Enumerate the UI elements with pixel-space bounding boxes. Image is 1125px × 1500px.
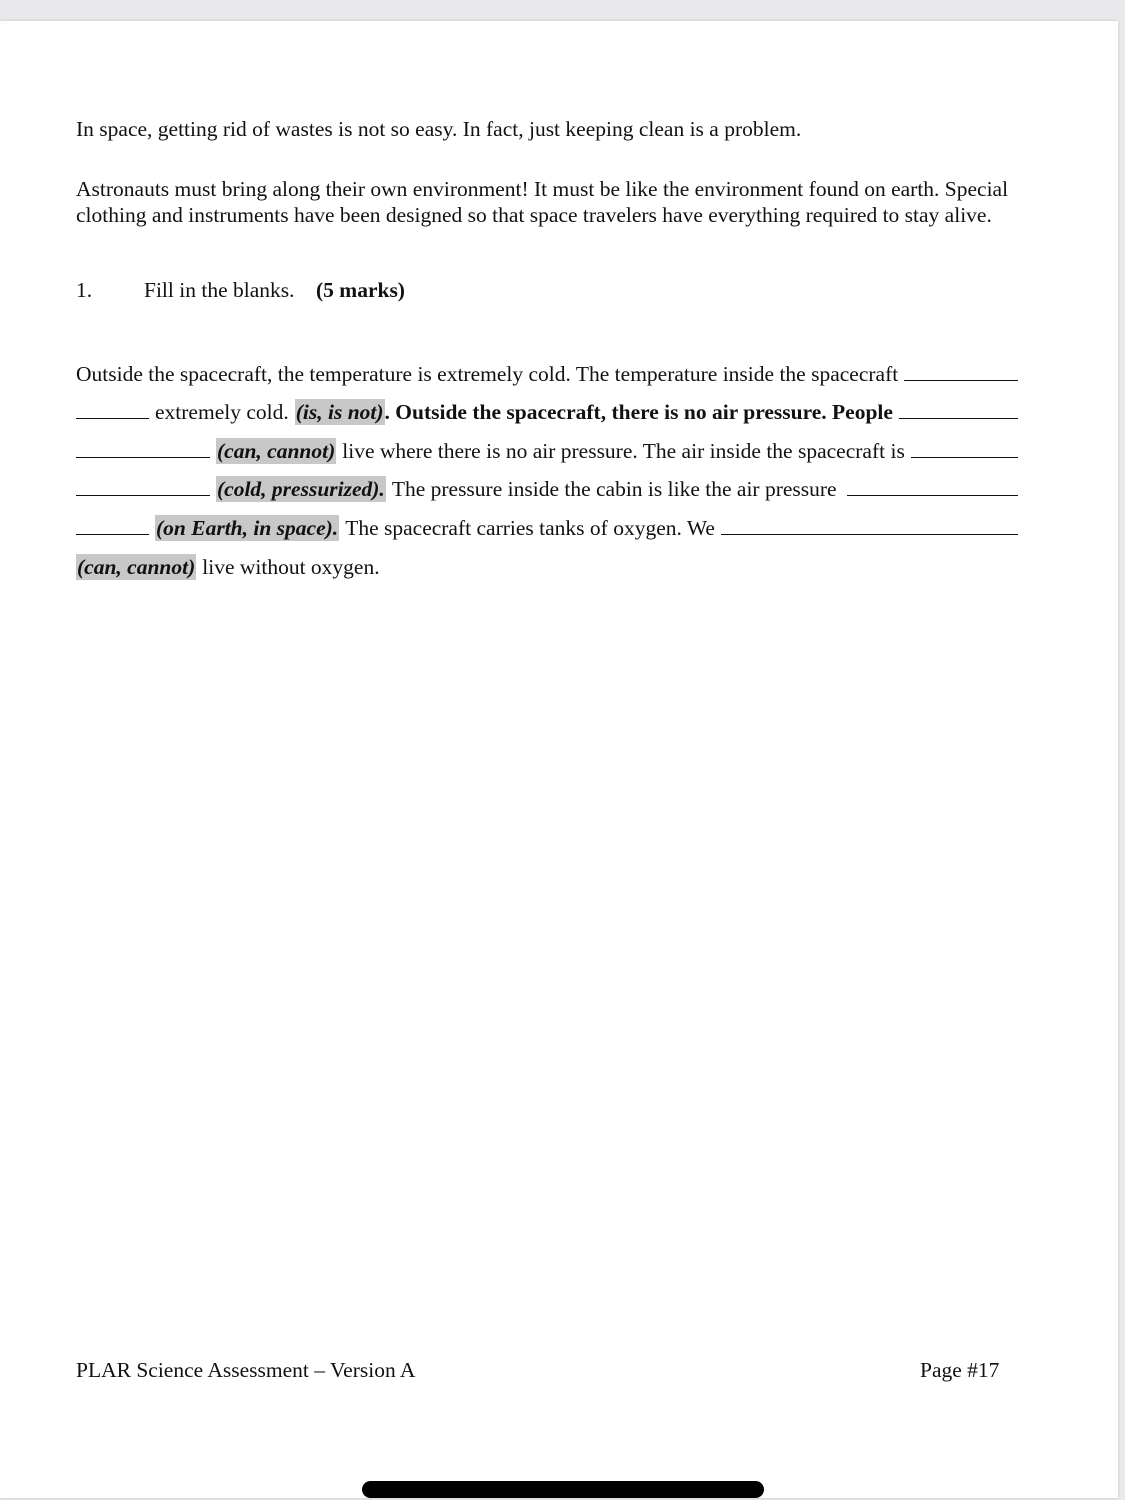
option-can-cannot-2: (can, cannot) — [77, 555, 196, 579]
fill-text-1: Outside the spacecraft, the temperature is extremely cold. The temperature inside the spacecraft — [76, 362, 899, 386]
footer-page-number: Page #17 — [920, 1358, 1000, 1382]
fill-text-6: live without oxygen. — [202, 555, 380, 579]
option-earth-space: (on Earth, in space). — [156, 516, 339, 540]
blank-4b[interactable] — [76, 516, 149, 535]
blank-2b[interactable] — [76, 439, 210, 458]
question-number: 1. — [76, 278, 93, 302]
fill-text-3: live where there is no air pressure. The air inside the spacecraft is — [342, 439, 905, 463]
fill-line-6 — [76, 554, 1018, 580]
blank-2a[interactable] — [899, 400, 1018, 419]
fill-line-1 — [76, 361, 1018, 387]
fill-line-3 — [76, 438, 1018, 464]
environment-paragraph: Astronauts must bring along their own environment! It must be like the environment found on earth. Special clothing and instruments have been designed so that space travelers have everything required to stay alive. — [76, 177, 1009, 227]
fill-text-4: The pressure inside the cabin is like the air pressure — [391, 477, 837, 501]
fill-line-4 — [76, 476, 1018, 502]
option-cold-pressurized: (cold, pressurized). — [217, 477, 385, 501]
question-text — [144, 277, 405, 303]
fill-text-2a: extremely cold. — [155, 400, 289, 424]
blank-3a[interactable] — [911, 439, 1018, 458]
question-marks: (5 marks) — [316, 278, 405, 302]
blank-1b[interactable] — [76, 400, 149, 419]
blank-1a[interactable] — [904, 362, 1018, 381]
option-is-is-not: (is, is not) — [295, 400, 384, 424]
blank-4a[interactable] — [847, 477, 1018, 496]
fill-line-2 — [76, 399, 1018, 425]
document-page — [0, 21, 1118, 1498]
home-indicator-bar[interactable] — [362, 1481, 764, 1498]
fill-text-5: The spacecraft carries tanks of oxygen. We — [345, 516, 715, 540]
blank-5a[interactable] — [721, 516, 1018, 535]
intro-paragraph: In space, getting rid of wastes is not so easy. In fact, just keeping clean is a problem. — [76, 117, 802, 141]
footer-title: PLAR Science Assessment – Version A — [76, 1358, 416, 1382]
blank-3b[interactable] — [76, 477, 210, 496]
question-instruction: Fill in the blanks. — [144, 278, 295, 302]
fill-line-5 — [76, 515, 1018, 541]
fill-text-2b: . Outside the spacecraft, there is no air pressure. People — [384, 400, 893, 424]
option-can-cannot-1: (can, cannot) — [217, 439, 336, 463]
